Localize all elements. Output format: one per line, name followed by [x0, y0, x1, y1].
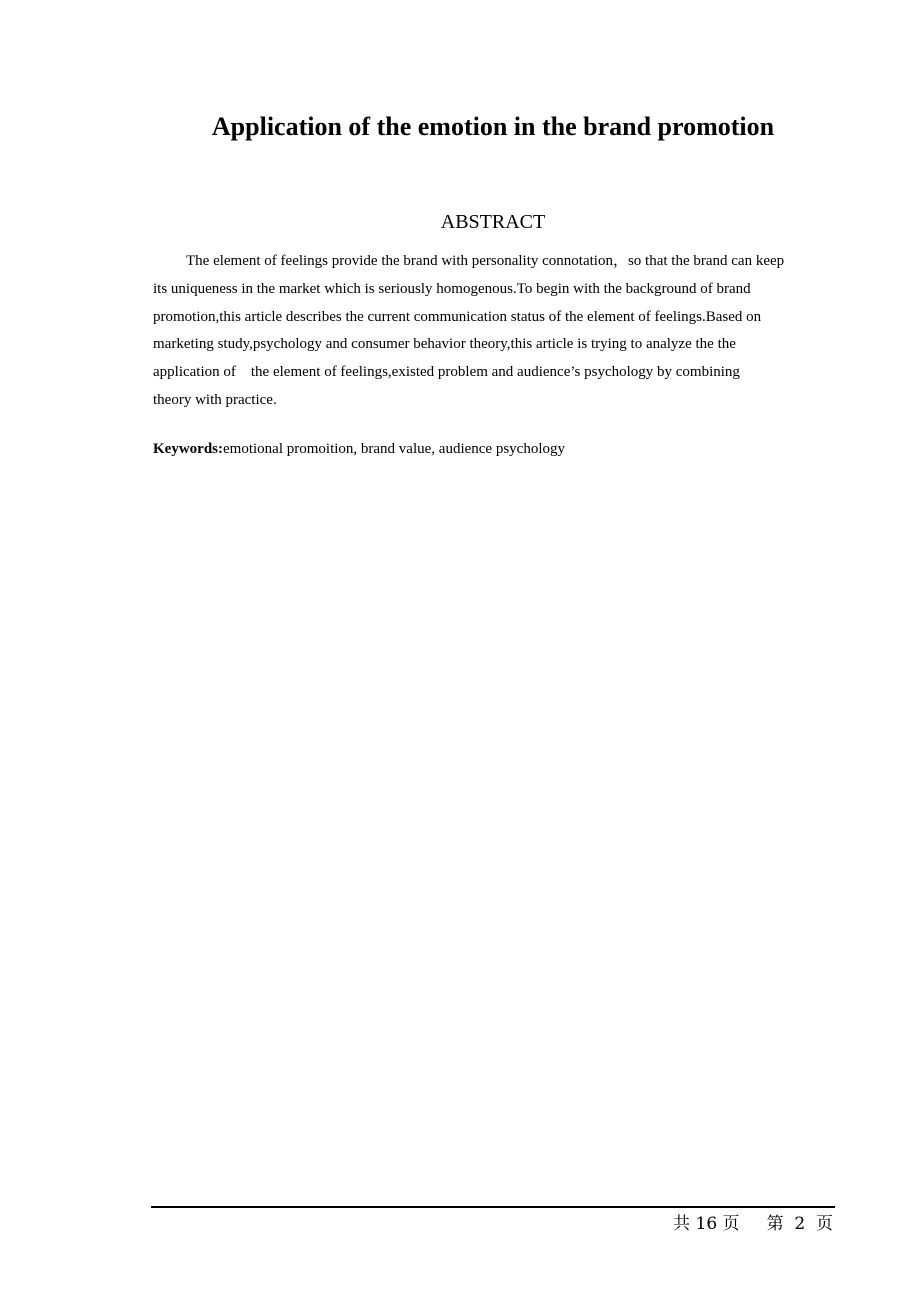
abstract-line: promotion,this article describes the current communication status of the element of feelings.Based on	[153, 308, 762, 325]
abstract-line: The element of feelings provide the brand with personality connotation，so that the brand can keep	[186, 253, 785, 269]
footer-divider	[151, 1206, 835, 1208]
keywords-text: emotional promoition, brand value, audience psychology	[223, 441, 565, 457]
abstract-line: its uniqueness in the market which is seriously homogenous.To begin with the background of brand	[153, 280, 751, 297]
abstract-line: application of the element of feelings,existed problem and audience’s psychology by combining	[153, 364, 740, 381]
keywords	[153, 437, 837, 461]
abstract-heading: ABSTRACT	[440, 211, 546, 233]
page-number: 共 16 页 第 2 页	[673, 1214, 833, 1234]
abstract-body	[153, 248, 837, 415]
abstract-line: theory with practice.	[153, 391, 277, 408]
abstract-line: marketing study,psychology and consumer behavior theory,this article is trying to analyze the the	[153, 336, 736, 353]
keywords-label: Keywords:	[153, 441, 223, 457]
document-title: Application of the emotion in the brand promotion	[211, 112, 775, 141]
